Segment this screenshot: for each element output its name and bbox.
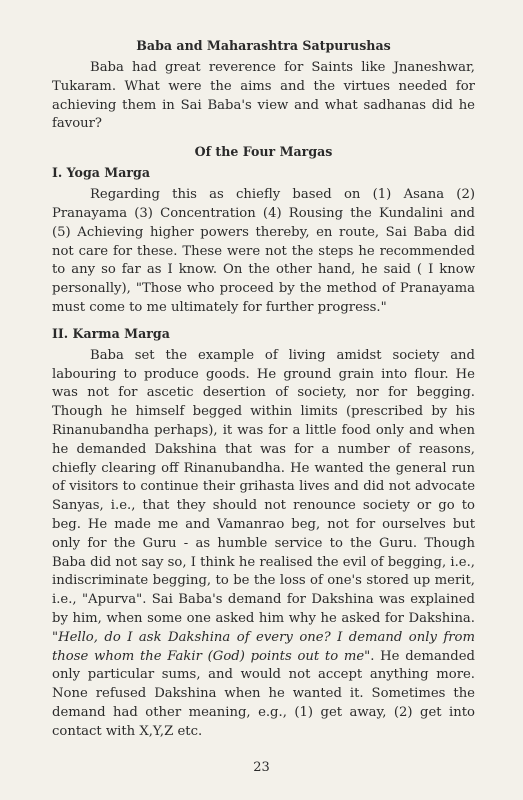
page-number: 23 (253, 760, 270, 775)
intro-paragraph: Baba had great reverence for Saints like Jnaneshwar, Tukaram. What were the aims and the virtues needed for achieving them in Sai Baba's view and what sadhanas did he favour? (52, 60, 475, 132)
karma-marga-title: II. Karma Marga (52, 325, 170, 341)
yoga-marga-title: I. Yoga Marga (52, 165, 151, 181)
karma-text-before-quote: Baba set the example of living amidst society and labouring to produce goods. He ground grain into flour. He was not for ascetic desertion of society, nor for begging. Though he himself begged within limits (prescribed by his Rinanubandha perhaps), it was for a little food only and when he demanded Dakshina that was for a number of reasons, chiefly clearing off Rinanubandha. He wanted the general run of visitors to continue their grihasta lives and did not advocate Sanyas, i.e., that they should not renounce society or go to beg. He made me and Vamanrao beg, not for ourselves but only for the Guru - as humble service to the Guru. Though Baba did not say so, I think he realised the evil of begging, i.e., indiscriminate begging, to be the loss of one's stored up merit, i.e., "Apurva". Sai Baba's demand for Dakshina was explained by him, when some one asked him why he asked for Dakshina. (52, 347, 475, 626)
karma-marga-paragraph (52, 347, 475, 742)
baba-quote: "Hello, do I ask Dakshina of every one? I demand only from those whom the Fakir (God) points out to me" (52, 629, 475, 664)
section-heading: Baba and Maharashtra Satpurushas (136, 38, 391, 53)
subheading-four-margas: Of the Four Margas (194, 144, 333, 160)
yoga-marga-paragraph: Regarding this as chiefly based on (1) Asana (2) Pranayama (3) Concentration (4) Rousing the Kundalini and (5) Achieving higher powers thereby, en route, Sai Baba did not care for these. These were not the steps he recommended to any so far as I know. On the other hand, he said ( I know personally), "Those who proceed by the method of Pranayama must come to me ultimately for further progress." (52, 187, 475, 315)
karma-text-after-quote: . He demanded only particular sums, and would not accept anything more. None refused Dakshina when he wanted it. Sometimes the demand had other meaning, e.g., (1) get away, (2) get into contact with X,Y,Z etc. (52, 648, 475, 739)
